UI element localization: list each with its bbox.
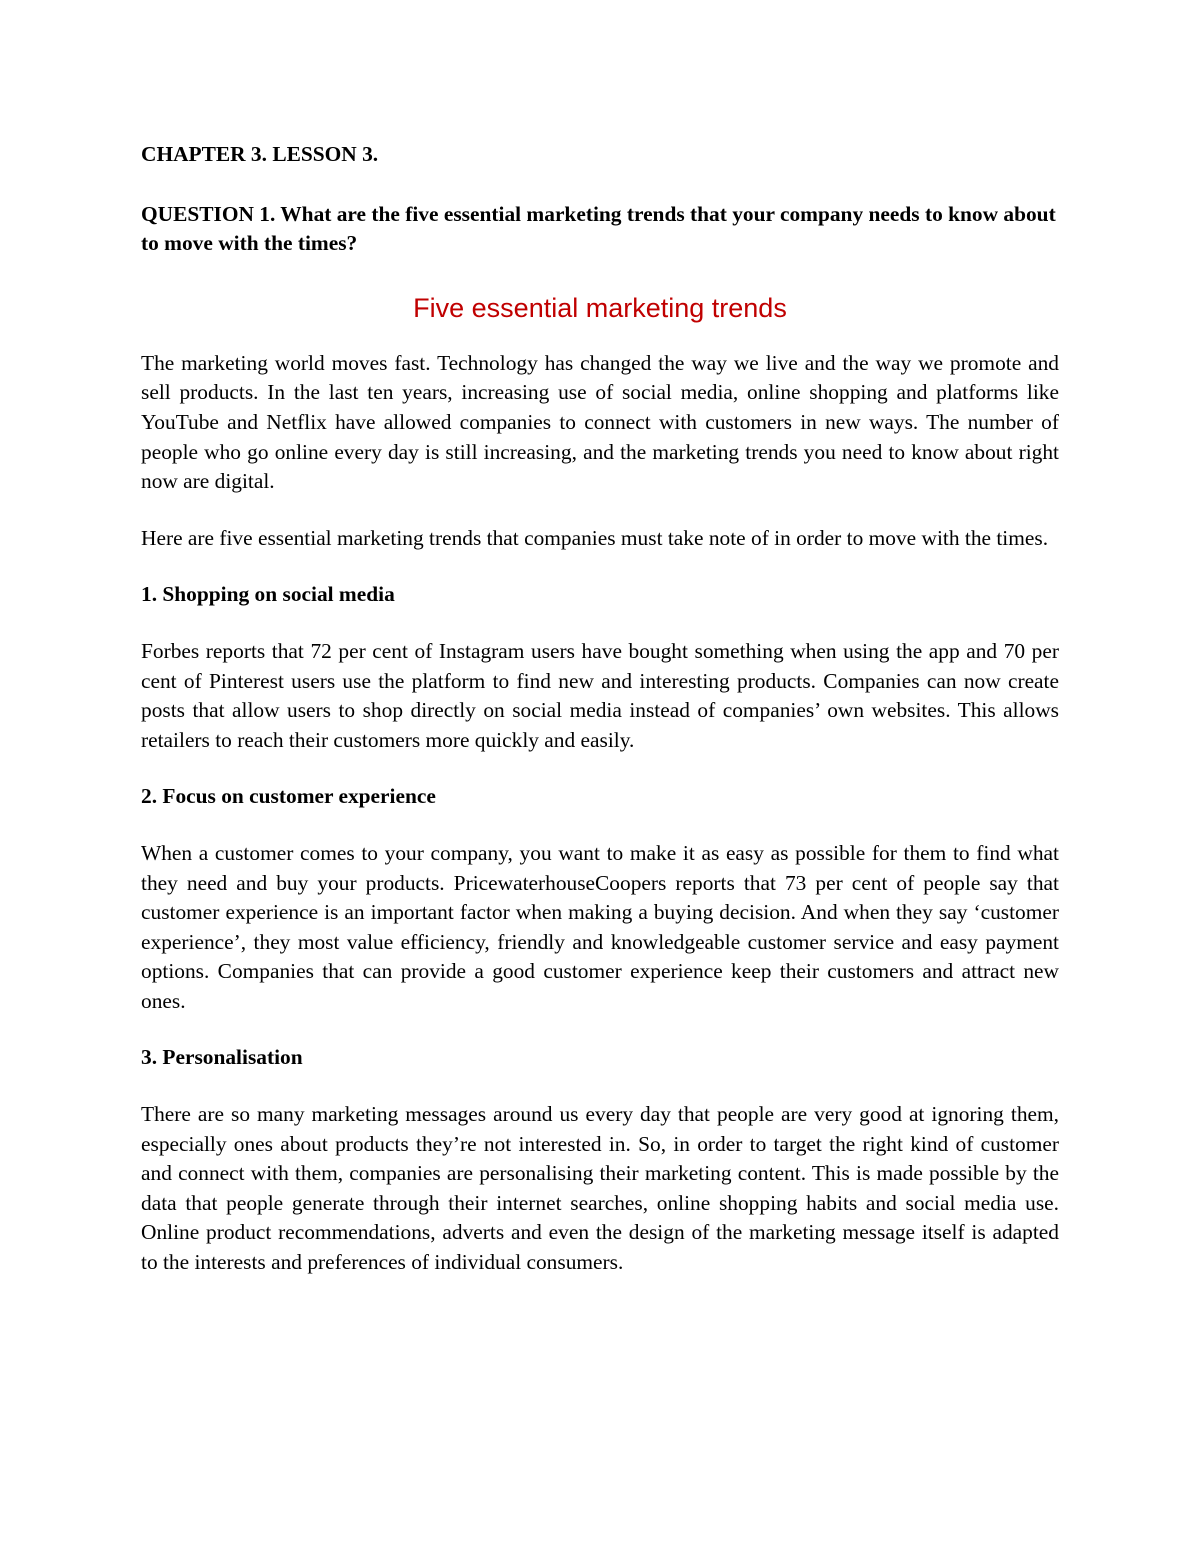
chapter-heading: CHAPTER 3. LESSON 3.: [141, 142, 379, 166]
section-body: There are so many marketing messages around us every day that people are very good at ignoring them, especially ones about products they’re not interested in. So, in order to target the right kind of customer and connect with them, companies are personalising their marketing content. This is made possible by the data that people generate through their internet searches, online shopping habits and social media use. Online product recommendations, adverts and even the design of the marketing message itself is adapted to the interests and preferences of individual consumers.: [141, 1102, 1059, 1275]
intro-paragraph: Here are five essential marketing trends that companies must take note of in order to move with the times.: [141, 525, 1049, 550]
section-body: Forbes reports that 72 per cent of Instagram users have bought something when using the app and 70 per cent of Pinterest users use the platform to find new and interesting products. Companies can now create posts that allow users to shop directly on social media instead of companies’ own websites. This allows retailers to reach their customers more quickly and easily.: [141, 638, 1059, 752]
section-body: When a customer comes to your company, you want to make it as easy as possible for them to find what they need and buy your products. PricewaterhouseCoopers reports that 73 per cent of people say that customer experience is an important factor when making a buying decision. And when they say ‘customer experience’, they most value efficiency, friendly and knowledgeable customer service and easy payment options. Companies that can provide a good customer experience keep their customers and attract new ones.: [141, 840, 1059, 1013]
section-heading: 1. Shopping on social media: [141, 582, 395, 607]
document-title: Five essential marketing trends: [413, 292, 787, 323]
section-heading: 2. Focus on customer experience: [141, 784, 436, 809]
question-text: QUESTION 1. What are the five essential marketing trends that your company needs to know about to move with the times?: [141, 201, 1056, 256]
intro-paragraph: The marketing world moves fast. Technology has changed the way we live and the way we promote and sell products. In the last ten years, increasing use of social media, online shopping and platforms like YouTube and Netflix have allowed companies to connect with customers in new ways. The number of people who go online every day is still increasing, and the marketing trends you need to know about right now are digital.: [141, 350, 1059, 494]
section-heading: 3. Personalisation: [141, 1045, 303, 1070]
document-page: [141, 140, 1059, 1305]
